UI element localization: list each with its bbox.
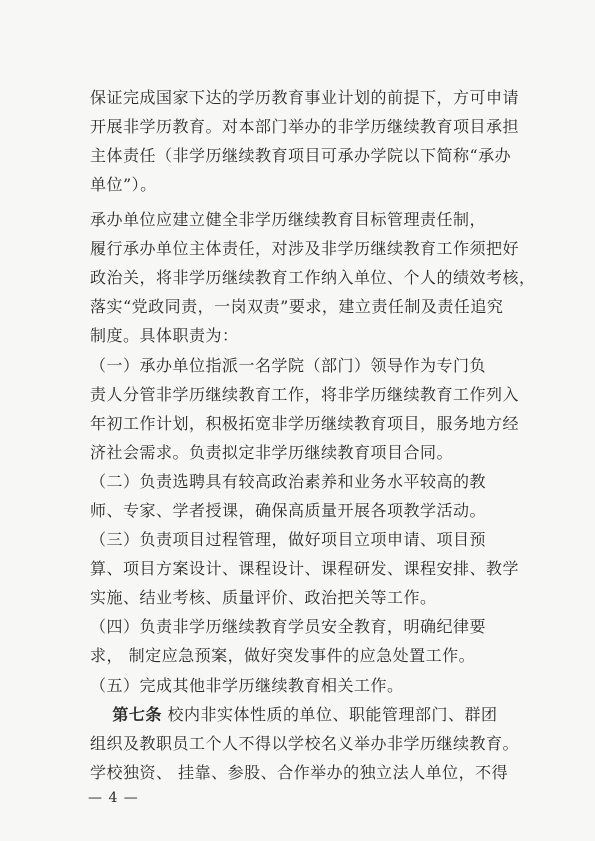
article-7-line-3: 学校独资、 挂靠、参股、合作举办的独立法人单位，不得 (90, 763, 509, 782)
body-line-10: （一）承办单位指派一名学院（部门）领导作为专门负 (90, 356, 487, 375)
body-line-3: 主体责任（非学历继续教育项目可承办学院以下简称“承办 (90, 146, 512, 165)
body-line-20: 求， 制定应急预案，做好突发事件的应急处置工作。 (90, 646, 476, 665)
body-line-2: 开展非学历教育。对本部门举办的非学历继续教育项目承担 (90, 117, 520, 136)
body-line-8: 落实“党政同责，一岗双责”要求，建立责任制及责任追究 (90, 297, 504, 316)
body-line-14: （二）负责选聘具有较高政治素养和业务水平较高的教 (90, 472, 487, 491)
body-line-1: 保证完成国家下达的学历教育事业计划的前提下，方可申请 (90, 88, 520, 107)
body-line-13: 济社会需求。负责拟定非学历继续教育项目合同。 (90, 443, 454, 462)
body-line-15: 师、专家、学者授课，确保高质量开展各项教学活动。 (90, 501, 487, 520)
page-number: — 4 — (88, 790, 139, 806)
body-line-18: 实施、结业考核、质量评价、政治把关等工作。 (90, 588, 437, 607)
article-7-text: 校内非实体性质的单位、职能管理部门、群团 (161, 705, 498, 724)
body-line-19: （四）负责非学历继续教育学员安全教育，明确纪律要 (90, 617, 487, 636)
body-line-16: （三）负责项目过程管理，做好项目立项申请、项目预 (90, 530, 487, 549)
body-line-11: 责人分管非学历继续教育工作，将非学历继续教育工作列入 (90, 385, 520, 404)
article-7-line-2: 组织及教职员工个人不得以学校名义举办非学历继续教育。 (90, 734, 520, 753)
article-7-first-line (90, 705, 520, 725)
article-7-heading: 第七条 (112, 705, 162, 724)
body-line-9: 制度。具体职责为： (90, 326, 239, 345)
body-line-17: 算、项目方案设计、课程设计、课程研发、课程安排、教学 (90, 559, 520, 578)
body-line-7: 政治关，将非学历继续教育工作纳入单位、个人的绩效考核， (90, 268, 536, 287)
body-line-21: （五）完成其他非学历继续教育相关工作。 (90, 676, 404, 695)
body-line-12: 年初工作计划，积极拓宽非学历继续教育项目，服务地方经 (90, 414, 520, 433)
body-line-6: 履行承办单位主体责任，对涉及非学历继续教育工作须把好 (90, 239, 520, 258)
body-line-5: 承办单位应建立健全非学历继续教育目标管理责任制， (90, 210, 487, 229)
body-line-4: 单位”）。 (90, 175, 157, 194)
